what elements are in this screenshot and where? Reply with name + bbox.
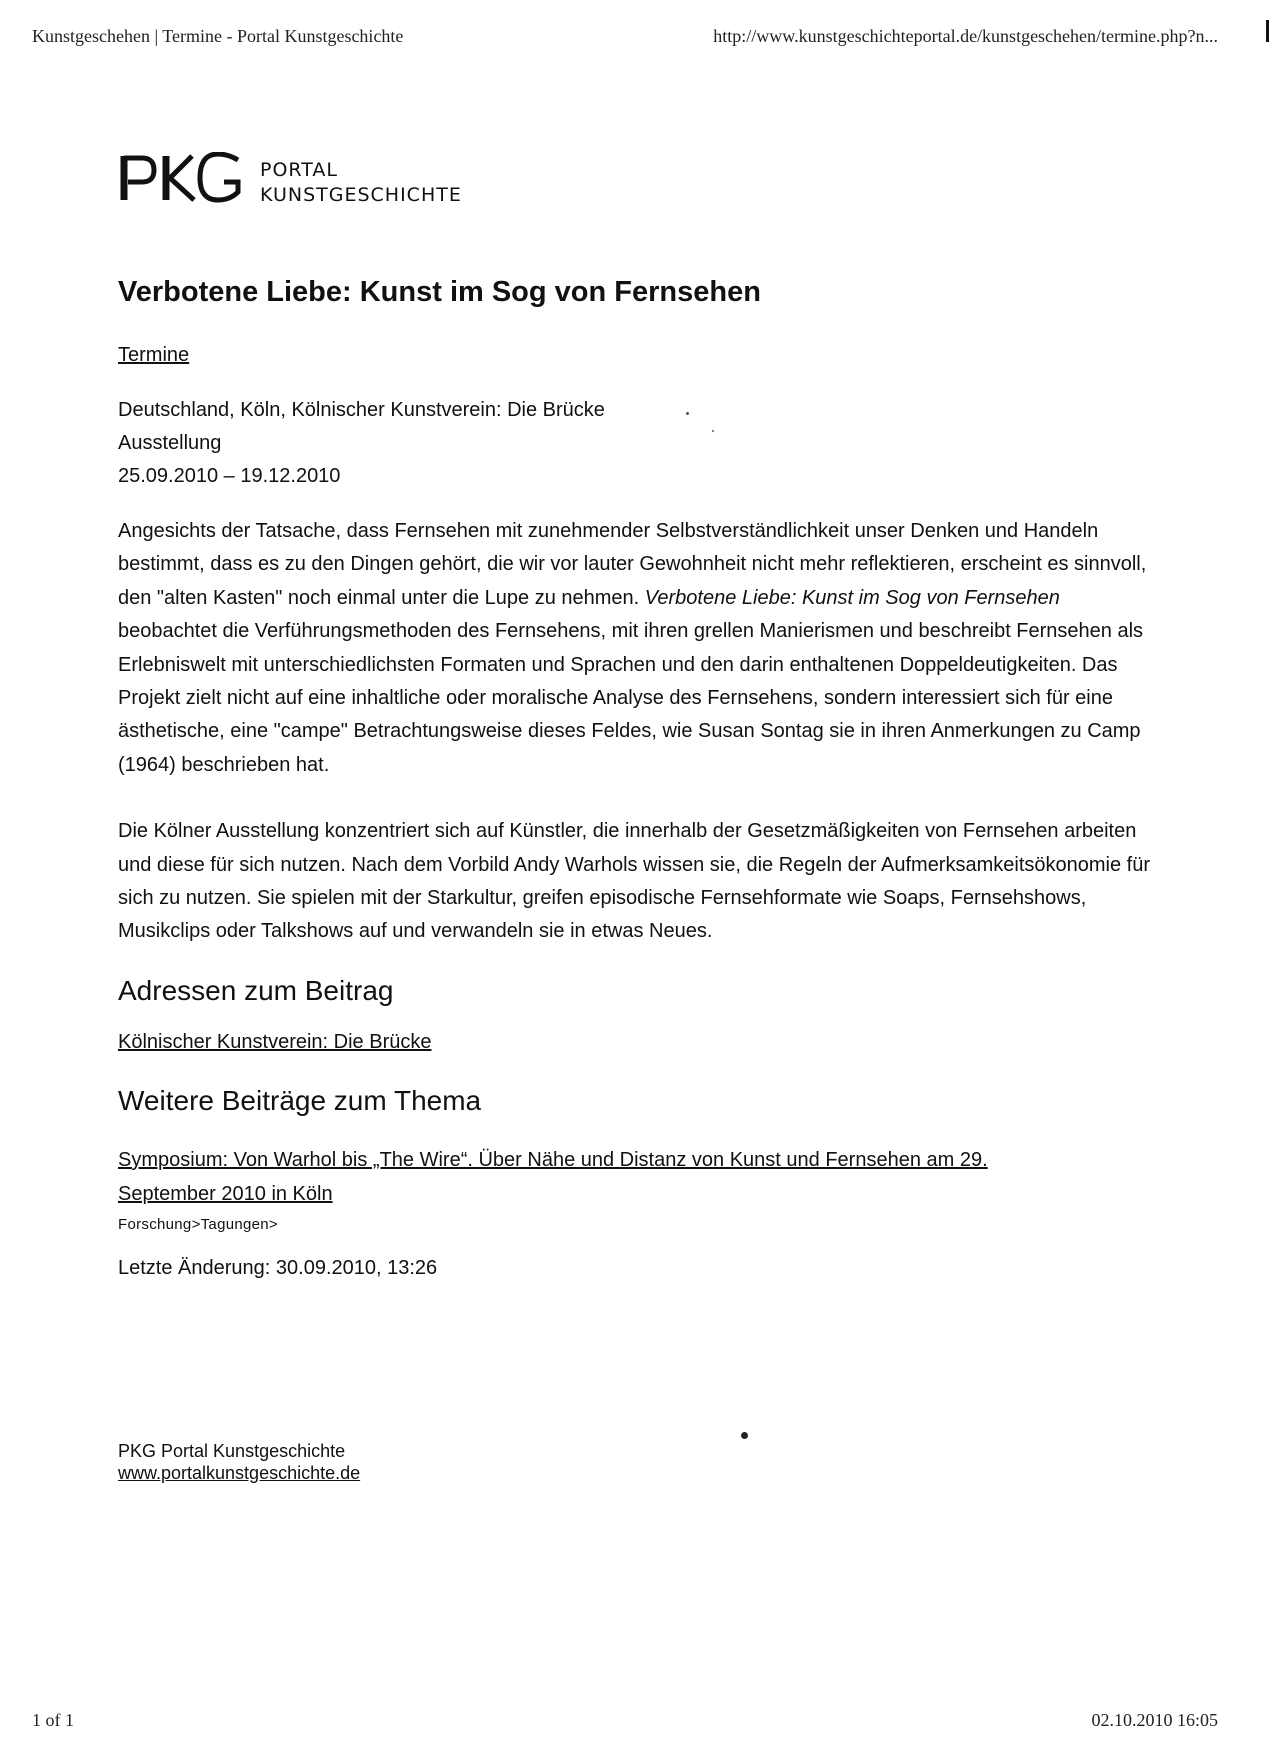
last-modified: Letzte Änderung: 30.09.2010, 13:26 (118, 1256, 438, 1279)
exhibition-title-italic: Verbotene Liebe: Kunst im Sog von Fernsehen (644, 586, 1060, 609)
scan-mark (1266, 20, 1269, 42)
paragraph-1 (118, 515, 1158, 782)
event-dates: 25.09.2010 – 19.12.2010 (118, 465, 341, 487)
event-meta (118, 394, 1158, 493)
related-heading: Weitere Beiträge zum Thema (118, 1084, 482, 1116)
scan-speck (686, 412, 689, 415)
event-location: Deutschland, Köln, Kölnischer Kunstverein: Die Brücke (118, 399, 605, 421)
logo-line-kunstgeschichte: KUNSTGESCHICHTE (260, 184, 462, 206)
window-title: Kunstgeschehen | Termine - Portal Kunstgeschichte (32, 26, 404, 46)
paragraph-1-intro: Angesichts der Tatsache, dass Fernsehen mit zunehmender Selbstverständlichkeit unser Denken und Handeln bestimmt, dass es zu den Dingen gehört, die wir vor lauter Gewohnheit nicht mehr reflektieren, erscheint es sinnvoll, den "alten Kasten" noch einmal unter die Lupe zu nehmen. (118, 520, 1147, 609)
site-footer (118, 1440, 360, 1484)
footer-site-url[interactable]: www.portalkunstgeschichte.de (118, 1463, 361, 1483)
event-type: Ausstellung (118, 432, 222, 454)
paragraph-2: Die Kölner Ausstellung konzentriert sich auf Künstler, die innerhalb der Gesetzmäßigkeiten von Fernsehen arbeiten und diese für sich nutzen. Nach dem Vorbild Andy Warhols wissen sie, die Regeln der Aufmerksamkeitsökonomie für sich zu nutzen. Sie spielen mit der Starkultur, greifen episodische Fernsehformate wie Soaps, Fernsehshows, Musikclips oder Talkshows auf und verwandeln sie in etwas Neues. (118, 820, 1150, 943)
pkg-logo-mark (120, 152, 245, 204)
address-link[interactable]: Kölnischer Kunstverein: Die Brücke (118, 1030, 432, 1053)
scan-speck (741, 1432, 748, 1439)
logo-text (260, 158, 462, 208)
related-article-link-line1: Symposium: Von Warhol bis „The Wire“. Über Nähe und Distanz von Kunst und Fernsehen am 29. (118, 1148, 988, 1171)
page-count: 1 of 1 (32, 1710, 74, 1730)
print-footer (0, 1710, 1273, 1734)
related-article-link-line2: September 2010 in Köln (118, 1182, 333, 1205)
related-breadcrumb: Forschung>Tagungen> (118, 1215, 278, 1233)
print-header (0, 26, 1273, 50)
paragraph-1-rest: beobachtet die Verführungsmethoden des Fernsehens, mit ihren grellen Manierismen und beschreibt Fernsehen als Erlebniswelt mit unterschiedlichsten Formaten und Sprachen und den darin enthaltenen Doppeldeutigkeiten. Das Projekt zielt nicht auf eine inhaltliche oder moralische Analyse des Fernsehens, sondern interessiert sich für eine ästhetische, eine "campe" Betrachtungsweise dieses Feldes, wie Susan Sontag sie in ihren Anmerkungen zu Camp (1964) beschrieben hat. (118, 620, 1144, 776)
footer-site-name: PKG Portal Kunstgeschichte (118, 1441, 346, 1461)
scan-speck (712, 430, 714, 432)
article-body (118, 515, 1158, 949)
print-timestamp: 02.10.2010 16:05 (1091, 1710, 1218, 1730)
page-url: http://www.kunstgeschichteportal.de/kunstgeschehen/termine.php?n... (713, 26, 1218, 46)
category-link-termine[interactable]: Termine (118, 344, 190, 366)
addresses-heading: Adressen zum Beitrag (118, 974, 394, 1006)
site-logo[interactable] (120, 152, 480, 212)
related-article-link[interactable] (118, 1143, 1158, 1211)
article-content (118, 270, 1158, 1281)
logo-line-portal: PORTAL (260, 159, 338, 181)
page-title: Verbotene Liebe: Kunst im Sog von Fernsehen (118, 276, 761, 308)
